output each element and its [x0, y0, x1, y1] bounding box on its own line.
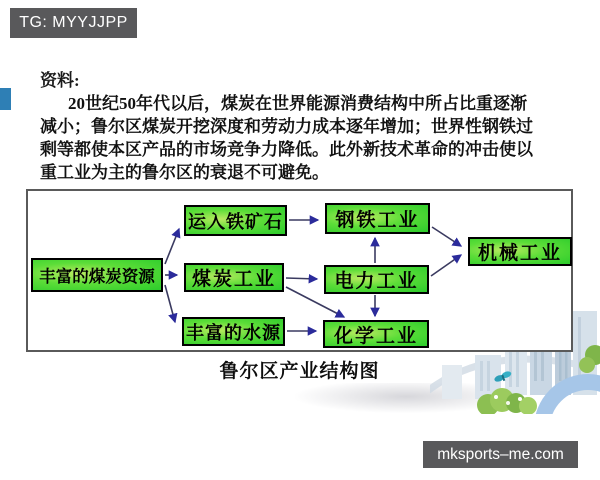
node-chemical: 化学工业	[323, 320, 429, 348]
watermark-badge-bottom	[423, 441, 578, 468]
watermark-bottom-text: mksports–me.com	[437, 445, 564, 463]
node-steel: 钢铁工业	[325, 203, 430, 234]
node-power: 电力工业	[324, 265, 429, 294]
paragraph-line: 20世纪50年代以后，煤炭在世界能源消费结构中所占比重逐渐	[68, 94, 527, 113]
arrow-coal-resource-to-water	[165, 285, 175, 322]
paragraph-line: 减小；鲁尔区煤炭开挖深度和劳动力成本逐年增加；世界性钢铁过	[40, 117, 533, 136]
arrow-coal-resource-to-iron-ore	[165, 229, 179, 264]
material-label: 资料:	[40, 71, 80, 90]
arrow-steel-to-machinery	[432, 227, 461, 246]
accent-square	[0, 88, 11, 110]
node-iron-ore: 运入铁矿石	[184, 205, 287, 236]
node-water: 丰富的水源	[182, 317, 285, 346]
paragraph-line: 重工业为主的鲁尔区的衰退不可避免。	[40, 163, 329, 182]
arrow-coal-industry-to-power	[286, 278, 317, 279]
node-coal-resource: 丰富的煤炭资源	[31, 258, 163, 292]
diagram-caption: 鲁尔区产业结构图	[219, 361, 380, 382]
watermark-badge-top	[10, 8, 137, 38]
material-paragraph	[40, 92, 575, 184]
paragraph-line: 剩等都使本区产品的市场竞争力降低。此外新技术革命的冲击使以	[40, 140, 533, 159]
industry-structure-diagram	[26, 189, 573, 352]
node-machinery: 机械工业	[468, 237, 572, 266]
watermark-top-text: TG: MYYJJPP	[19, 14, 128, 31]
arrow-power-to-machinery	[431, 255, 461, 276]
node-coal-industry: 煤炭工业	[184, 263, 284, 292]
